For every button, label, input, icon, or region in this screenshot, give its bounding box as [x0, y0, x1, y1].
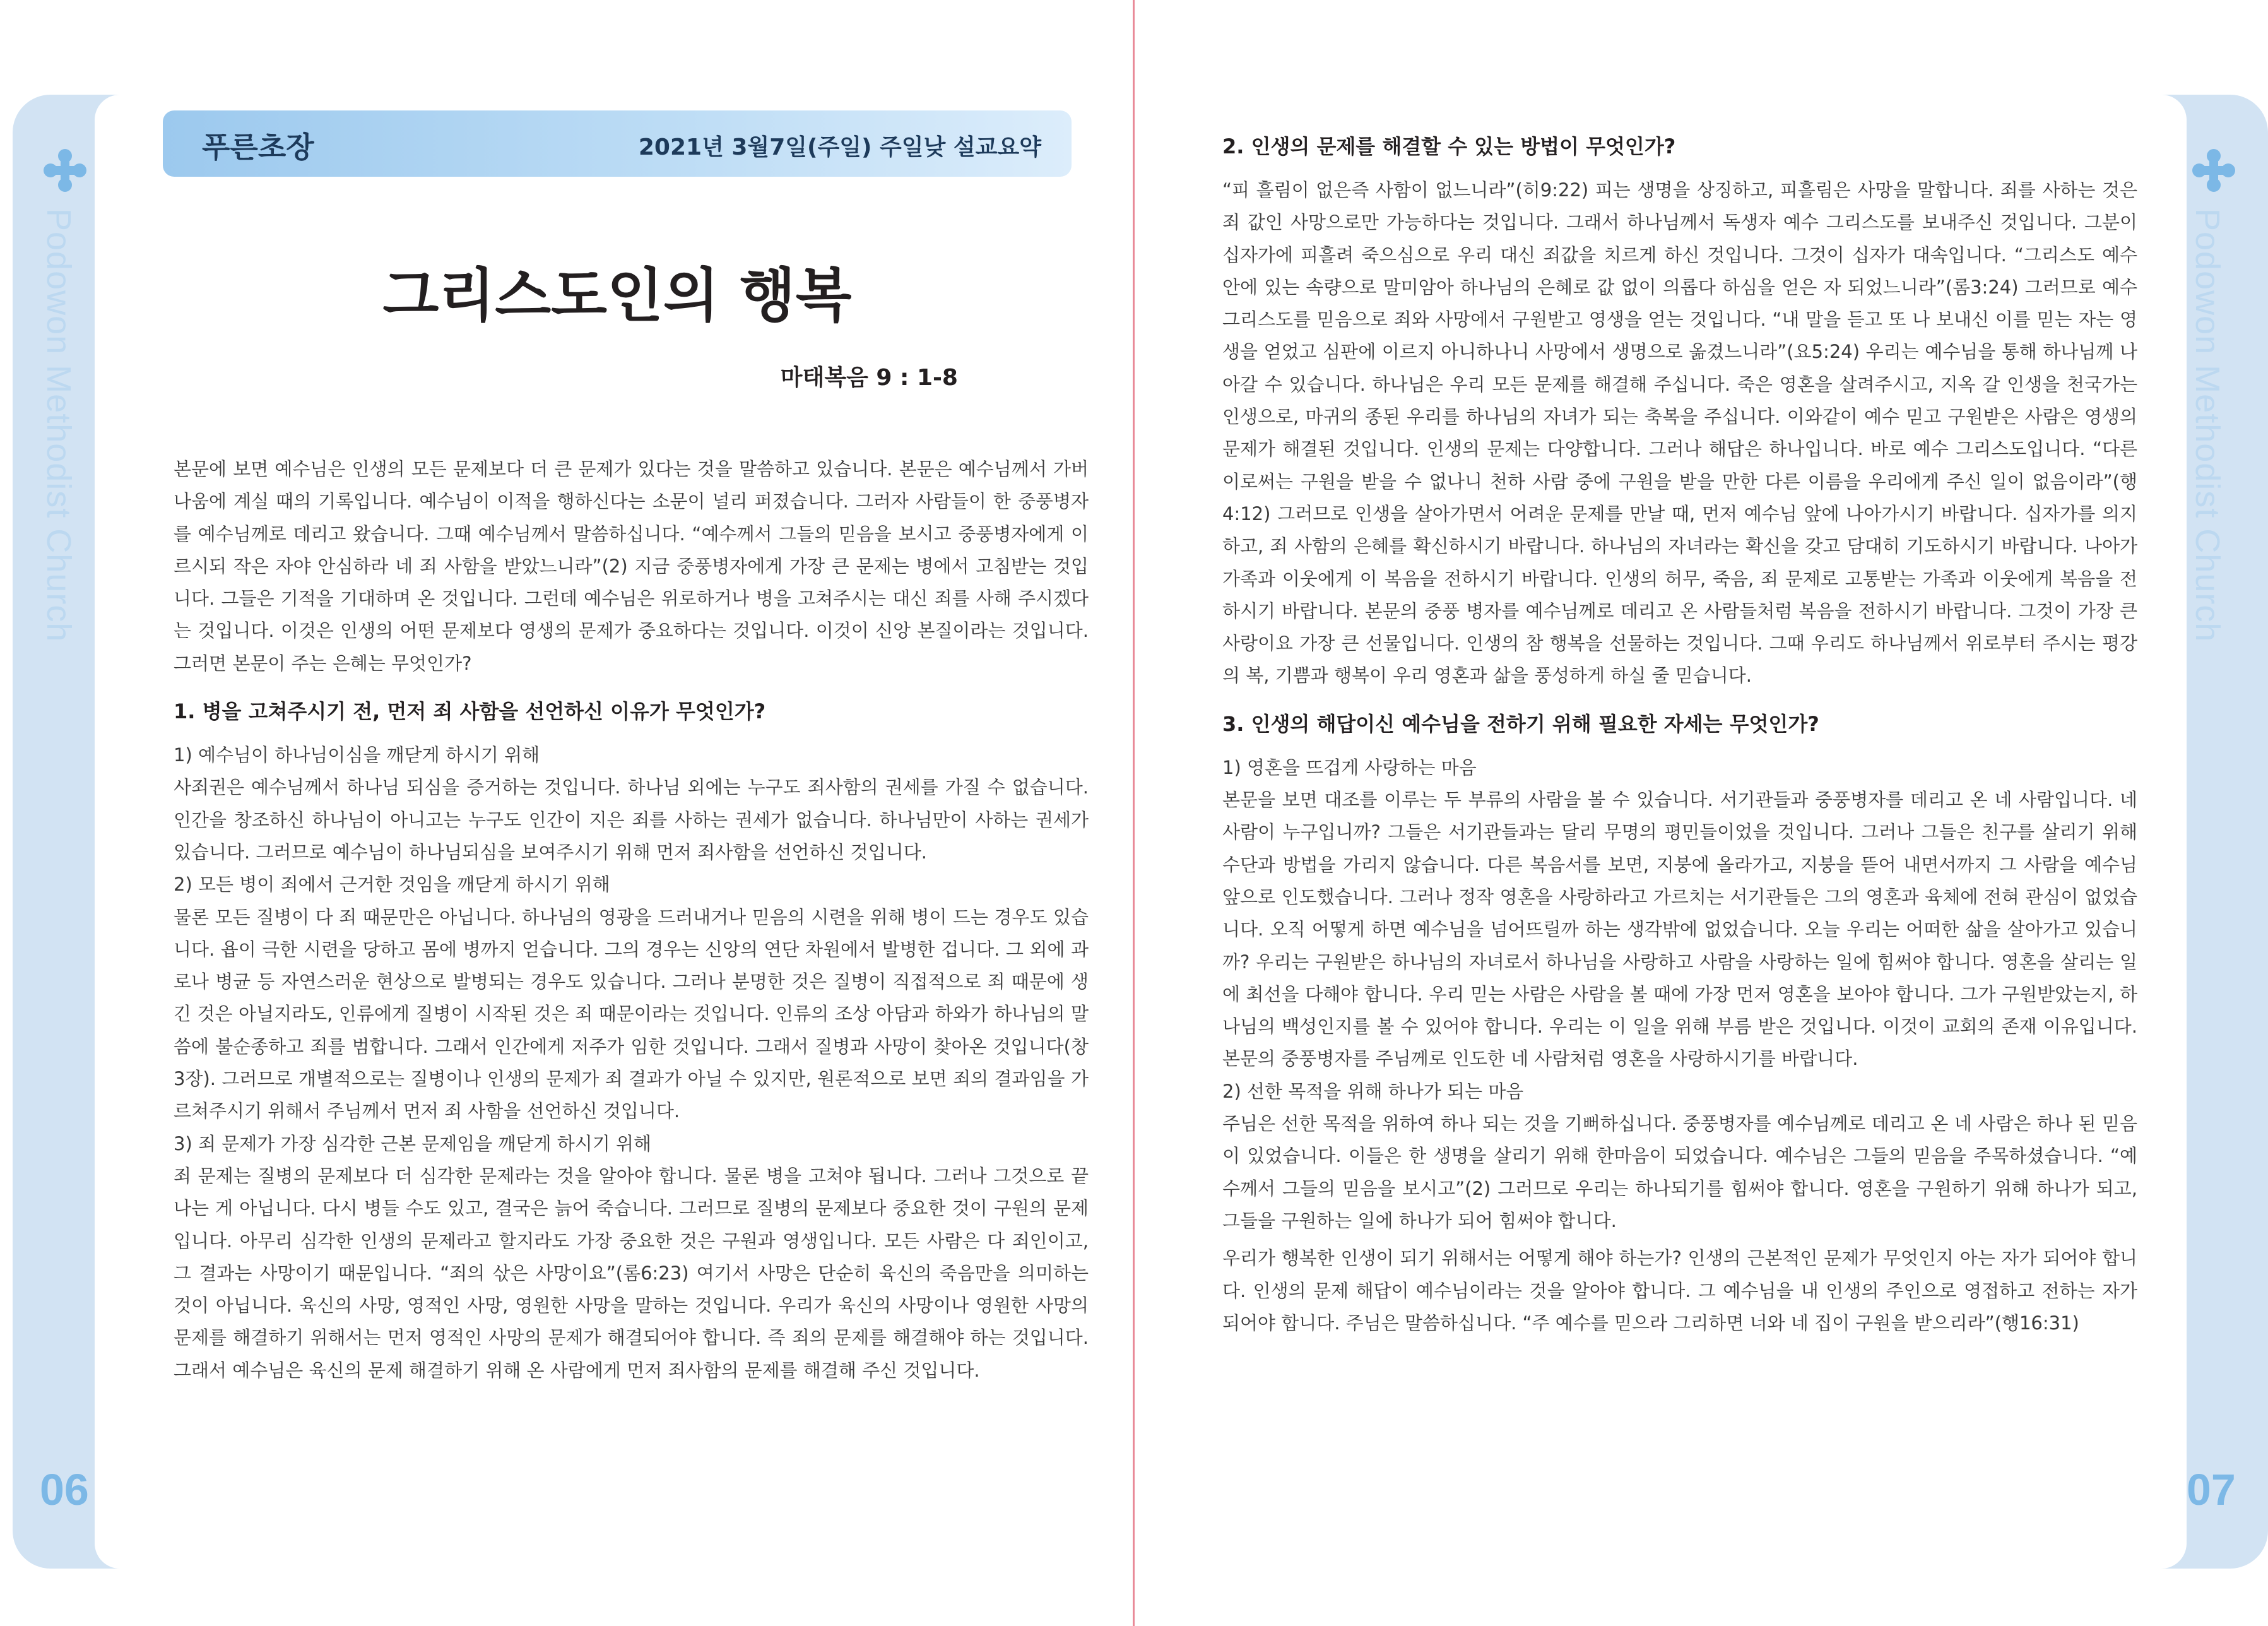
- intro-paragraph: 본문에 보면 예수님은 인생의 모든 문제보다 더 큰 문제가 있다는 것을 말씀하고 있습니다. 본문은 예수님께서 가버나움에 계실 때의 기록입니다. 예수님이 이적을 행하신다는 소문이 널리 퍼졌습니다. 그러자 사람들이 한 중풍병자를 예수님께로 데리고 왔습니다. 그때 예수님께서 말씀하십니다. “예수께서 그들의 믿음을 보시고 중풍병자에게 이르시되 작은 자야 안심하라 네 죄 사함을 받았느니라”(2) 지금 중풍병자에게 가장 큰 문제는 병에서 고침받는 것입니다. 그들은 기적을 기대하며 온 것입니다. 그런데 예수님은 위로하거나 병을 고쳐주시는 대신 죄를 사해 주시겠다는 것입니다. 이것은 인생의 어떤 문제보다 영생의 문제가 중요하다는 것입니다. 이것이 신앙 본질이라는 것입니다. 그러면 본문이 주는 은혜는 무엇인가?: [174, 458, 1089, 674]
- header-bar: [163, 110, 1072, 177]
- point-text: 사죄권은 예수님께서 하나님 되심을 증거하는 것입니다. 하나님 외에는 누구도 죄사함의 권세를 가질 수 없습니다. 인간을 창조하신 하나님이 아니고는 누구도 인간이 지은 죄를 사하는 권세가 없습니다. 하나님만이 사하는 권세가 있습니다. 그러므로 예수님이 하나님되심을 보여주시기 위해 먼저 죄사함을 선언하신 것입니다.: [174, 776, 1089, 863]
- page-number-right: 07: [2187, 1465, 2236, 1514]
- point-label: 1) 영혼을 뜨겁게 사랑하는 마음: [1222, 756, 1477, 778]
- point-label: 2) 모든 병이 죄에서 근거한 것임을 깨닫게 하시기 위해: [174, 874, 610, 896]
- cross-icon: [2192, 148, 2236, 193]
- point-text: 물론 모든 질병이 다 죄 때문만은 아닙니다. 하나님의 영광을 드러내거나 믿음의 시련을 위해 병이 드는 경우도 있습니다. 욥이 극한 시련을 당하고 몸에 병까지 얻습니다. 그의 경우는 신앙의 연단 차원에서 발병한 겁니다. 그 외에 과로나 병균 등 자연스러운 현상으로 발병되는 경우도 있습니다. 그러나 분명한 것은 질병이 직접적으로 죄 때문에 생긴 것은 아닐지라도, 인류에게 질병이 시작된 것은 죄 때문이라는 것입니다. 인류의 조상 아담과 하와가 하나님의 말씀에 불순종하고 죄를 범합니다. 그래서 인간에게 저주가 임한 것입니다. 그래서 질병과 사망이 찾아온 것입니다(창3장). 그러므로 개별적으로는 질병이나 인생의 문제가 죄 결과가 아닐 수 있지만, 원론적으로 보면 죄의 결과임을 가르쳐주시기 위해서 주님께서 먼저 죄 사함을 선언하신 것입니다.: [174, 906, 1089, 1122]
- sermon-date: 2021년 3월7일(주일) 주일낮 설교요약: [638, 134, 1041, 160]
- section-heading-2: 2. 인생의 문제를 해결할 수 있는 방법이 무엇인가?: [1222, 134, 1676, 158]
- page-title: 그리스도인의 행복: [382, 261, 852, 329]
- point-text: 죄 문제는 질병의 문제보다 더 심각한 문제라는 것을 알아야 합니다. 물론 병을 고쳐야 됩니다. 그러나 그것으로 끝나는 게 아닙니다. 다시 병들 수도 있고, 결국은 늙어 죽습니다. 그러므로 질병의 문제보다 중요한 것이 구원의 문제입니다. 아무리 심각한 인생의 문제라고 할지라도 가장 중요한 것은 구원과 영생입니다. 모든 사람은 다 죄인이고, 그 결과는 사망이기 때문입니다. “죄의 삯은 사망이요”(롬6:23) 여기서 사망은 단순히 육신의 죽음만을 의미하는 것이 아닙니다. 육신의 사망, 영적인 사망, 영원한 사망을 말하는 것입니다. 우리가 육신의 사망이나 영원한 사망의 문제를 해결하기 위해서는 먼저 영적인 사망의 문제가 해결되어야 합니다. 즉 죄의 문제를 해결해야 하는 것입니다. 그래서 예수님은 육신의 문제 해결하기 위해 온 사람에게 먼저 죄사함의 문제를 해결해 주신 것입니다.: [174, 1165, 1089, 1381]
- section-heading-1: 1. 병을 고쳐주시기 전, 먼저 죄 사함을 선언하신 이유가 무엇인가?: [174, 699, 766, 724]
- left-column: [174, 453, 1089, 1387]
- scripture-reference: 마태복음 9 : 1-8: [780, 365, 958, 391]
- right-column: [1222, 133, 2137, 1339]
- cross-icon: [43, 148, 87, 193]
- point-label: 3) 죄 문제가 가장 심각한 근본 문제임을 깨닫게 하시기 위해: [174, 1132, 652, 1154]
- page-number-left: 06: [40, 1465, 89, 1514]
- section-text: “피 흘림이 없은즉 사함이 없느니라”(히9:22) 피는 생명을 상징하고, 피흘림은 사망을 말합니다. 죄를 사하는 것은 죄 값인 사망으로만 가능하다는 것입니다. 그래서 하나님께서 독생자 예수 그리스도를 보내주신 것입니다. 그분이 십자가에 피흘려 죽으심으로 우리 대신 죄값을 치르게 하신 것입니다. 그것이 십자가 대속입니다. “그리스도 예수 안에 있는 속량으로 말미암아 하나님의 은혜로 값 없이 의롭다 하심을 얻은 자 되었느니라”(롬3:24) 그러므로 예수 그리스도를 믿음으로 죄와 사망에서 구원받고 영생을 얻는 것입니다. “내 말을 듣고 또 나 보내신 이를 믿는 자는 영생을 얻었고 심판에 이르지 아니하나니 사망에서 생명으로 옮겼느니라”(요5:24) 우리는 예수님을 통해 하나님께 나아갈 수 있습니다. 하나님은 우리 모든 문제를 해결해 주십니다. 죽은 영혼을 살려주시고, 지옥 갈 인생을 천국가는 인생으로, 마귀의 종된 우리를 하나님의 자녀가 되는 축복을 주십니다. 이와같이 예수 믿고 구원받은 사람은 영생의 문제가 해결된 것입니다. 인생의 문제는 다양합니다. 그러나 해답은 하나입니다. 바로 예수 그리스도입니다. “다른 이로써는 구원을 받을 수 없나니 천하 사람 중에 구원을 받을 만한 다른 이름을 우리에게 주신 일이 없음이라”(행4:12) 그러므로 인생을 살아가면서 어려운 문제를 만날 때, 먼저 예수님 앞에 나아가시기 바랍니다. 십자가를 의지하고, 죄 사함의 은혜를 확신하시기 바랍니다. 하나님의 자녀라는 확신을 갖고 담대히 기도하시기 바랍니다. 나아가 가족과 이웃에게 이 복음을 전하시기 바랍니다. 인생의 허무, 죽음, 죄 문제로 고통받는 가족과 이웃에게 복음을 전하시기 바랍니다. 본문의 중풍 병자를 예수님께로 데리고 온 사람들처럼 복음을 전하시기 바랍니다. 그것이 가장 큰 사랑이요 가장 큰 선물입니다. 인생의 참 행복을 선물하는 것입니다. 그때 우리도 하나님께서 위로부터 주시는 평강의 복, 기쁨과 행복이 우리 영혼과 삶을 풍성하게 하실 줄 믿습니다.: [1222, 179, 2137, 687]
- section-title: 푸른초장: [202, 130, 314, 164]
- point-text: 본문을 보면 대조를 이루는 두 부류의 사람을 볼 수 있습니다. 서기관들과 중풍병자를 데리고 온 네 사람입니다. 네 사람이 누구입니까? 그들은 서기관들과는 달리 무명의 평민들이었을 것입니다. 그러나 그들은 친구를 살리기 위해 수단과 방법을 가리지 않습니다. 다른 복음서를 보면, 지붕에 올라가고, 지붕을 뜯어 내면서까지 그 사람을 예수님 앞으로 인도했습니다. 그러나 정작 영혼을 사랑하라고 가르치는 서기관들은 그의 영혼과 육체에 전혀 관심이 없었습니다. 오직 어떻게 하면 예수님을 넘어뜨릴까 하는 생각밖에 없었습니다. 오늘 우리는 어떠한 삶을 살아가고 있습니까? 우리는 구원받은 하나님의 자녀로서 하나님을 사랑하고 사람을 사랑하는 일에 힘써야 합니다. 영혼을 살리는 일에 최선을 다해야 합니다. 우리 믿는 사람은 사람을 볼 때에 가장 먼저 영혼을 보아야 합니다. 그가 구원받았는지, 하나님의 백성인지를 볼 수 있어야 합니다. 우리는 이 일을 위해 부름 받은 것입니다. 이것이 교회의 존재 이유입니다. 본문의 중풍병자를 주님께로 인도한 네 사람처럼 영혼을 사랑하시기를 바랍니다.: [1222, 789, 2137, 1070]
- church-name-vertical: Podowon Methodist Church: [2188, 208, 2226, 643]
- point-label: 1) 예수님이 하나님이심을 깨닫게 하시기 위해: [174, 744, 540, 766]
- section-heading-3: 3. 인생의 해답이신 예수님을 전하기 위해 필요한 자세는 무엇인가?: [1222, 711, 1819, 736]
- church-name-vertical: Podowon Methodist Church: [40, 208, 78, 643]
- page-spine: [1133, 0, 1135, 1626]
- conclusion-paragraph: 우리가 행복한 인생이 되기 위해서는 어떻게 해야 하는가? 인생의 근본적인 문제가 무엇인지 아는 자가 되어야 합니다. 인생의 문제 해답이 예수님이라는 것을 알아야 합니다. 그 예수님을 내 인생의 주인으로 영접하고 전하는 자가 되어야 합니다. 주님은 말씀하십니다. “주 예수를 믿으라 그리하면 너와 네 집이 구원을 받으리라”(행16:31): [1222, 1247, 2137, 1334]
- point-label: 2) 선한 목적을 위해 하나가 되는 마음: [1222, 1080, 1524, 1102]
- point-text: 주님은 선한 목적을 위하여 하나 되는 것을 기뻐하십니다. 중풍병자를 예수님께로 데리고 온 네 사람은 하나 된 믿음이 있었습니다. 이들은 한 생명을 살리기 위해 한마음이 되었습니다. 예수님은 그들의 믿음을 주목하셨습니다. “예수께서 그들의 믿음을 보시고”(2) 그러므로 우리는 하나되기를 힘써야 합니다. 영혼을 구원하기 위해 하나가 되고, 그들을 구원하는 일에 하나가 되어 힘써야 합니다.: [1222, 1113, 2137, 1231]
